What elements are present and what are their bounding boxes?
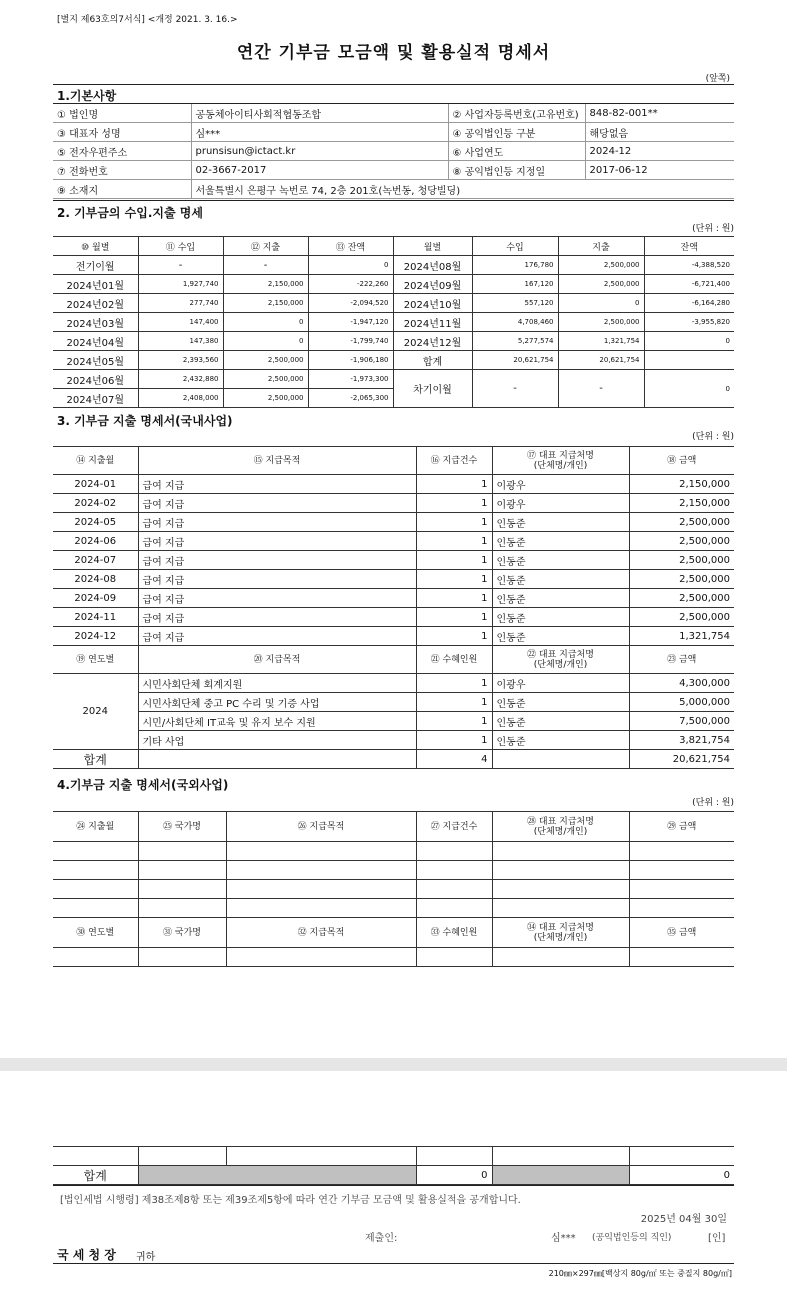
balance-value: -6,721,400 (644, 275, 734, 294)
overseas-header: ㉙ 금액 (629, 812, 734, 842)
spend-recipient: 인동준 (492, 712, 629, 731)
balance-value (644, 351, 734, 370)
submit-date: 2025년 04월 30일 (640, 1214, 727, 1225)
domestic-total-row (53, 750, 734, 769)
recipient: 국 세 청 장 (57, 1248, 116, 1262)
income-value: 147,380 (138, 332, 223, 351)
basic-address: 서울특별시 은평구 녹번로 74, 2층 201호(녹번동, 청당빌딩) (191, 180, 734, 199)
empty-cell (492, 880, 629, 899)
spend-recipient: 인동준 (492, 693, 629, 712)
empty-cell (138, 948, 226, 967)
empty-cell (416, 880, 492, 899)
domestic-total-count: 4 (416, 750, 492, 769)
spend-recipient: 인동준 (492, 513, 629, 532)
overseas-header: ㉜ 지급목적 (226, 918, 416, 948)
basic-row (53, 123, 734, 142)
overseas-header: ㉞ 대표 지급처명 (단체명/개인) (492, 918, 629, 948)
empty-cell (629, 899, 734, 918)
spend-purpose: 급여 지급 (138, 494, 416, 513)
page-title: 연간 기부금 모금액 및 활용실적 명세서 (236, 43, 551, 63)
monthly-header: ⑬ 잔액 (308, 237, 393, 256)
monthly-header: ⑫ 지출 (223, 237, 308, 256)
legal-notice: [법인세법 시행령] 제38조제8항 또는 제39조제5항에 따라 연간 기부금 모금액 및 활용실적을 공개합니다. (60, 1195, 521, 1206)
empty-cell (53, 899, 138, 918)
spend-count: 1 (416, 693, 492, 712)
basic-label: ④ 공익법인등 구분 (448, 123, 585, 142)
seal-mark: [인] (708, 1233, 726, 1244)
empty-cell (53, 948, 138, 967)
empty-cell (226, 861, 416, 880)
empty-cell (138, 842, 226, 861)
month-label: 2024년06월 (53, 370, 138, 389)
overseas-header: ㉔ 지출월 (53, 812, 138, 842)
income-value: 4,708,460 (472, 313, 558, 332)
basic-value: 848-82-001** (585, 104, 734, 123)
month-label: 2024년05월 (53, 351, 138, 370)
spend-count: 1 (416, 712, 492, 731)
spend-count: 1 (416, 731, 492, 750)
month-label: 2024년02월 (53, 294, 138, 313)
basic-label: ③ 대표자 성명 (53, 123, 191, 142)
spend-purpose: 시민사회단체 회계지원 (138, 674, 416, 693)
domestic-row (53, 551, 734, 570)
overseas-row (53, 842, 734, 861)
domestic-row (53, 532, 734, 551)
spend-month: 2024-12 (53, 627, 138, 646)
expense-value: 2,500,000 (558, 275, 644, 294)
income-value: 147,400 (138, 313, 223, 332)
balance-value: -6,164,280 (644, 294, 734, 313)
overseas-row (53, 880, 734, 899)
overseas-table (53, 811, 734, 967)
year-label: 2024 (53, 674, 138, 750)
balance-value: -4,388,520 (644, 256, 734, 275)
overseas-total-amount: 0 (629, 1166, 734, 1185)
empty-cell (53, 842, 138, 861)
spend-purpose: 급여 지급 (138, 570, 416, 589)
spend-purpose: 급여 지급 (138, 475, 416, 494)
expense-value: 2,150,000 (223, 294, 308, 313)
section-domestic-title: 3. 기부금 지출 명세서(국내사업) (57, 414, 233, 428)
spend-purpose: 시민사회단체 중고 PC 수리 및 기증 사업 (138, 693, 416, 712)
spend-recipient: 인동준 (492, 532, 629, 551)
expense-value: 2,150,000 (223, 275, 308, 294)
empty-cell (492, 899, 629, 918)
month-label: 2024년11월 (393, 313, 472, 332)
basic-label: ⑦ 전화번호 (53, 161, 191, 180)
spend-recipient: 인동준 (492, 608, 629, 627)
spend-recipient: 인동준 (492, 551, 629, 570)
overseas-row (53, 861, 734, 880)
basic-value: prunsisun@ictact.kr (191, 142, 448, 161)
spend-month: 2024-11 (53, 608, 138, 627)
spend-recipient: 인동준 (492, 570, 629, 589)
overseas-header-row (53, 918, 734, 948)
empty-cell (138, 750, 416, 769)
empty-cell (226, 948, 416, 967)
empty-cell (416, 948, 492, 967)
spend-count: 1 (416, 608, 492, 627)
empty-cell (416, 842, 492, 861)
carry-balance: 0 (644, 370, 734, 408)
basic-row (53, 180, 734, 199)
submitter-name: 심*** (551, 1233, 576, 1244)
basic-label: ⑥ 사업연도 (448, 142, 585, 161)
spend-recipient: 인동준 (492, 589, 629, 608)
balance-value: -222,260 (308, 275, 393, 294)
domestic-year-row (53, 693, 734, 712)
overseas-header: ㉟ 금액 (629, 918, 734, 948)
spend-count: 1 (416, 570, 492, 589)
domestic-header-row (53, 646, 734, 674)
domestic-row (53, 513, 734, 532)
balance-value: -2,065,300 (308, 389, 393, 408)
overseas-header: ㉘ 대표 지급처명 (단체명/개인) (492, 812, 629, 842)
spend-month: 2024-05 (53, 513, 138, 532)
overseas-header: ㉗ 지급건수 (416, 812, 492, 842)
empty-cell (416, 861, 492, 880)
domestic-row (53, 475, 734, 494)
income-value: 1,927,740 (138, 275, 223, 294)
income-value: 277,740 (138, 294, 223, 313)
basic-value: 심*** (191, 123, 448, 142)
carry-income: - (472, 370, 558, 408)
overseas-total-table (53, 1146, 734, 1185)
submitter-label: 제출인: (365, 1233, 398, 1244)
basic-info-table (53, 104, 734, 199)
empty-cell (53, 880, 138, 899)
monthly-header: ⑪ 수입 (138, 237, 223, 256)
month-label: 2024년10월 (393, 294, 472, 313)
section-overseas-title: 4.기부금 지출 명세서(국외사업) (57, 778, 229, 792)
empty-cell (492, 948, 629, 967)
domestic-row (53, 627, 734, 646)
domestic-header: ⑰ 대표 지급처명 (단체명/개인) (492, 447, 629, 475)
empty-cell (138, 880, 226, 899)
basic-row (53, 161, 734, 180)
income-value: 5,277,574 (472, 332, 558, 351)
empty-cell (492, 842, 629, 861)
spend-count: 1 (416, 494, 492, 513)
monthly-header: 지출 (558, 237, 644, 256)
overseas-header: ㉛ 국가명 (138, 918, 226, 948)
spend-amount: 1,321,754 (629, 627, 734, 646)
spend-amount: 2,500,000 (629, 608, 734, 627)
overseas-header: ㉚ 연도별 (53, 918, 138, 948)
basic-label: ⑧ 공익법인등 지정일 (448, 161, 585, 180)
spend-recipient: 인동준 (492, 731, 629, 750)
monthly-row (53, 370, 734, 389)
spend-purpose: 급여 지급 (138, 627, 416, 646)
spend-amount: 2,150,000 (629, 494, 734, 513)
balance-value: -3,955,820 (644, 313, 734, 332)
balance-value: -2,094,520 (308, 294, 393, 313)
section-monthly-title: 2. 기부금의 수입.지출 명세 (57, 206, 203, 220)
domestic-total-amount: 20,621,754 (629, 750, 734, 769)
monthly-table (53, 236, 734, 408)
income-value: 2,393,560 (138, 351, 223, 370)
monthly-header: 월별 (393, 237, 472, 256)
monthly-header: 잔액 (644, 237, 734, 256)
domestic-header: ⑭ 지출월 (53, 447, 138, 475)
domestic-row (53, 608, 734, 627)
spend-amount: 2,500,000 (629, 589, 734, 608)
submitter-role: (공익법인등의 직인) (592, 1233, 672, 1243)
spend-month: 2024-09 (53, 589, 138, 608)
empty-cell (492, 861, 629, 880)
domestic-table (53, 446, 734, 769)
empty-cell (226, 899, 416, 918)
overseas-total-label: 합계 (53, 1166, 138, 1185)
spend-month: 2024-08 (53, 570, 138, 589)
spend-purpose: 기타 사업 (138, 731, 416, 750)
income-value: 167,120 (472, 275, 558, 294)
domestic-year-row (53, 674, 734, 693)
overseas-unit: (단위 : 원) (692, 798, 734, 808)
basic-value: 2024-12 (585, 142, 734, 161)
spend-purpose: 시민/사회단체 IT교육 및 유지 보수 지원 (138, 712, 416, 731)
month-label: 2024년12월 (393, 332, 472, 351)
expense-value: 0 (223, 313, 308, 332)
income-value: 176,780 (472, 256, 558, 275)
domestic-unit: (단위 : 원) (692, 432, 734, 442)
spend-amount: 3,821,754 (629, 731, 734, 750)
domestic-row (53, 570, 734, 589)
empty-cell (416, 899, 492, 918)
empty-cell (226, 880, 416, 899)
balance-value: -1,799,740 (308, 332, 393, 351)
month-label: 2024년07월 (53, 389, 138, 408)
spend-count: 1 (416, 532, 492, 551)
balance-value: -1,906,180 (308, 351, 393, 370)
expense-value: 2,500,000 (223, 370, 308, 389)
spend-recipient: 이광우 (492, 674, 629, 693)
expense-value: 2,500,000 (223, 351, 308, 370)
paper-spec: 210㎜×297㎜[백상지 80g/㎡ 또는 중질지 80g/㎡] (548, 1269, 732, 1278)
monthly-row (53, 294, 734, 313)
spend-recipient: 인동준 (492, 627, 629, 646)
spend-purpose: 급여 지급 (138, 513, 416, 532)
spend-count: 1 (416, 627, 492, 646)
monthly-unit: (단위 : 원) (692, 224, 734, 234)
income-value: - (138, 256, 223, 275)
basic-label: ② 사업자등록번호(고유번호) (448, 104, 585, 123)
spend-month: 2024-06 (53, 532, 138, 551)
month-label: 합계 (393, 351, 472, 370)
spend-month: 2024-01 (53, 475, 138, 494)
spend-amount: 2,150,000 (629, 475, 734, 494)
overseas-row (53, 899, 734, 918)
monthly-row (53, 256, 734, 275)
basic-label: ⑨ 소재지 (53, 180, 191, 199)
spend-purpose: 급여 지급 (138, 532, 416, 551)
form-id: [별지 제63호의7서식] <개정 2021. 3. 16.> (57, 15, 238, 25)
basic-value: 공동체아이티사회적협동조합 (191, 104, 448, 123)
expense-value: - (223, 256, 308, 275)
spend-amount: 2,500,000 (629, 570, 734, 589)
balance-value: 0 (308, 256, 393, 275)
carry-label: 차기이월 (393, 370, 472, 408)
expense-value: 2,500,000 (558, 313, 644, 332)
monthly-row (53, 351, 734, 370)
spend-count: 1 (416, 475, 492, 494)
spend-amount: 2,500,000 (629, 513, 734, 532)
domestic-year-row (53, 712, 734, 731)
overseas-header: ㉕ 국가명 (138, 812, 226, 842)
spend-count: 1 (416, 674, 492, 693)
month-label: 전기이월 (53, 256, 138, 275)
empty-cell (226, 842, 416, 861)
basic-value: 2017-06-12 (585, 161, 734, 180)
empty-cell (138, 861, 226, 880)
overseas-row (53, 948, 734, 967)
spend-month: 2024-02 (53, 494, 138, 513)
basic-value: 02-3667-2017 (191, 161, 448, 180)
monthly-header: 수입 (472, 237, 558, 256)
expense-value: 2,500,000 (558, 256, 644, 275)
balance-value: -1,973,300 (308, 370, 393, 389)
domestic-row (53, 494, 734, 513)
expense-value: 20,621,754 (558, 351, 644, 370)
empty-cell (138, 899, 226, 918)
spend-purpose: 급여 지급 (138, 608, 416, 627)
basic-label: ⑤ 전자우편주소 (53, 142, 191, 161)
month-label: 2024년08월 (393, 256, 472, 275)
spend-amount: 5,000,000 (629, 693, 734, 712)
domestic-header: ⑯ 지급건수 (416, 447, 492, 475)
spend-recipient: 이광우 (492, 494, 629, 513)
spend-amount: 7,500,000 (629, 712, 734, 731)
month-label: 2024년09월 (393, 275, 472, 294)
empty-cell (629, 880, 734, 899)
empty-cell (492, 750, 629, 769)
spend-recipient: 이광우 (492, 475, 629, 494)
income-value: 20,621,754 (472, 351, 558, 370)
income-value: 2,432,880 (138, 370, 223, 389)
empty-cell (629, 842, 734, 861)
spend-purpose: 급여 지급 (138, 551, 416, 570)
expense-value: 2,500,000 (223, 389, 308, 408)
basic-label: ① 법인명 (53, 104, 191, 123)
domestic-row (53, 589, 734, 608)
empty-cell (53, 861, 138, 880)
month-label: 2024년03월 (53, 313, 138, 332)
monthly-header-row (53, 237, 734, 256)
month-label: 2024년04월 (53, 332, 138, 351)
domestic-header-row (53, 447, 734, 475)
domestic-header: ⑲ 연도별 (53, 646, 138, 674)
expense-value: 0 (223, 332, 308, 351)
empty-cell (629, 861, 734, 880)
page-side-label: (앞쪽) (705, 74, 730, 84)
spend-amount: 2,500,000 (629, 532, 734, 551)
income-value: 2,408,000 (138, 389, 223, 408)
domestic-header: ⑳ 지급목적 (138, 646, 416, 674)
overseas-header-row (53, 812, 734, 842)
expense-value: 0 (558, 294, 644, 313)
expense-value: 1,321,754 (558, 332, 644, 351)
monthly-header: ⑩ 월별 (53, 237, 138, 256)
domestic-header: ⑮ 지급목적 (138, 447, 416, 475)
overseas-total-count: 0 (416, 1166, 492, 1185)
balance-value: 0 (644, 332, 734, 351)
domestic-header: ㉓ 금액 (629, 646, 734, 674)
balance-value: -1,947,120 (308, 313, 393, 332)
overseas-header: ㉖ 지급목적 (226, 812, 416, 842)
spend-purpose: 급여 지급 (138, 589, 416, 608)
domestic-header: ㉒ 대표 지급처명 (단체명/개인) (492, 646, 629, 674)
carry-expense: - (558, 370, 644, 408)
month-label: 2024년01월 (53, 275, 138, 294)
basic-row (53, 104, 734, 123)
domestic-header: ㉑ 수혜인원 (416, 646, 492, 674)
domestic-total-label: 합계 (53, 750, 138, 769)
spend-amount: 2,500,000 (629, 551, 734, 570)
spend-amount: 4,300,000 (629, 674, 734, 693)
page-break (0, 1058, 787, 1071)
domestic-year-row (53, 731, 734, 750)
spend-count: 1 (416, 589, 492, 608)
monthly-row (53, 332, 734, 351)
spend-count: 1 (416, 551, 492, 570)
domestic-header: ⑱ 금액 (629, 447, 734, 475)
section-basic-title: 1.기본사항 (57, 89, 117, 103)
basic-row (53, 142, 734, 161)
overseas-header: ㉝ 수혜인원 (416, 918, 492, 948)
spend-count: 1 (416, 513, 492, 532)
spend-month: 2024-07 (53, 551, 138, 570)
empty-cell (629, 948, 734, 967)
basic-value: 해당없음 (585, 123, 734, 142)
monthly-row (53, 313, 734, 332)
income-value: 557,120 (472, 294, 558, 313)
monthly-row (53, 275, 734, 294)
recipient-suffix: 귀하 (136, 1252, 156, 1263)
